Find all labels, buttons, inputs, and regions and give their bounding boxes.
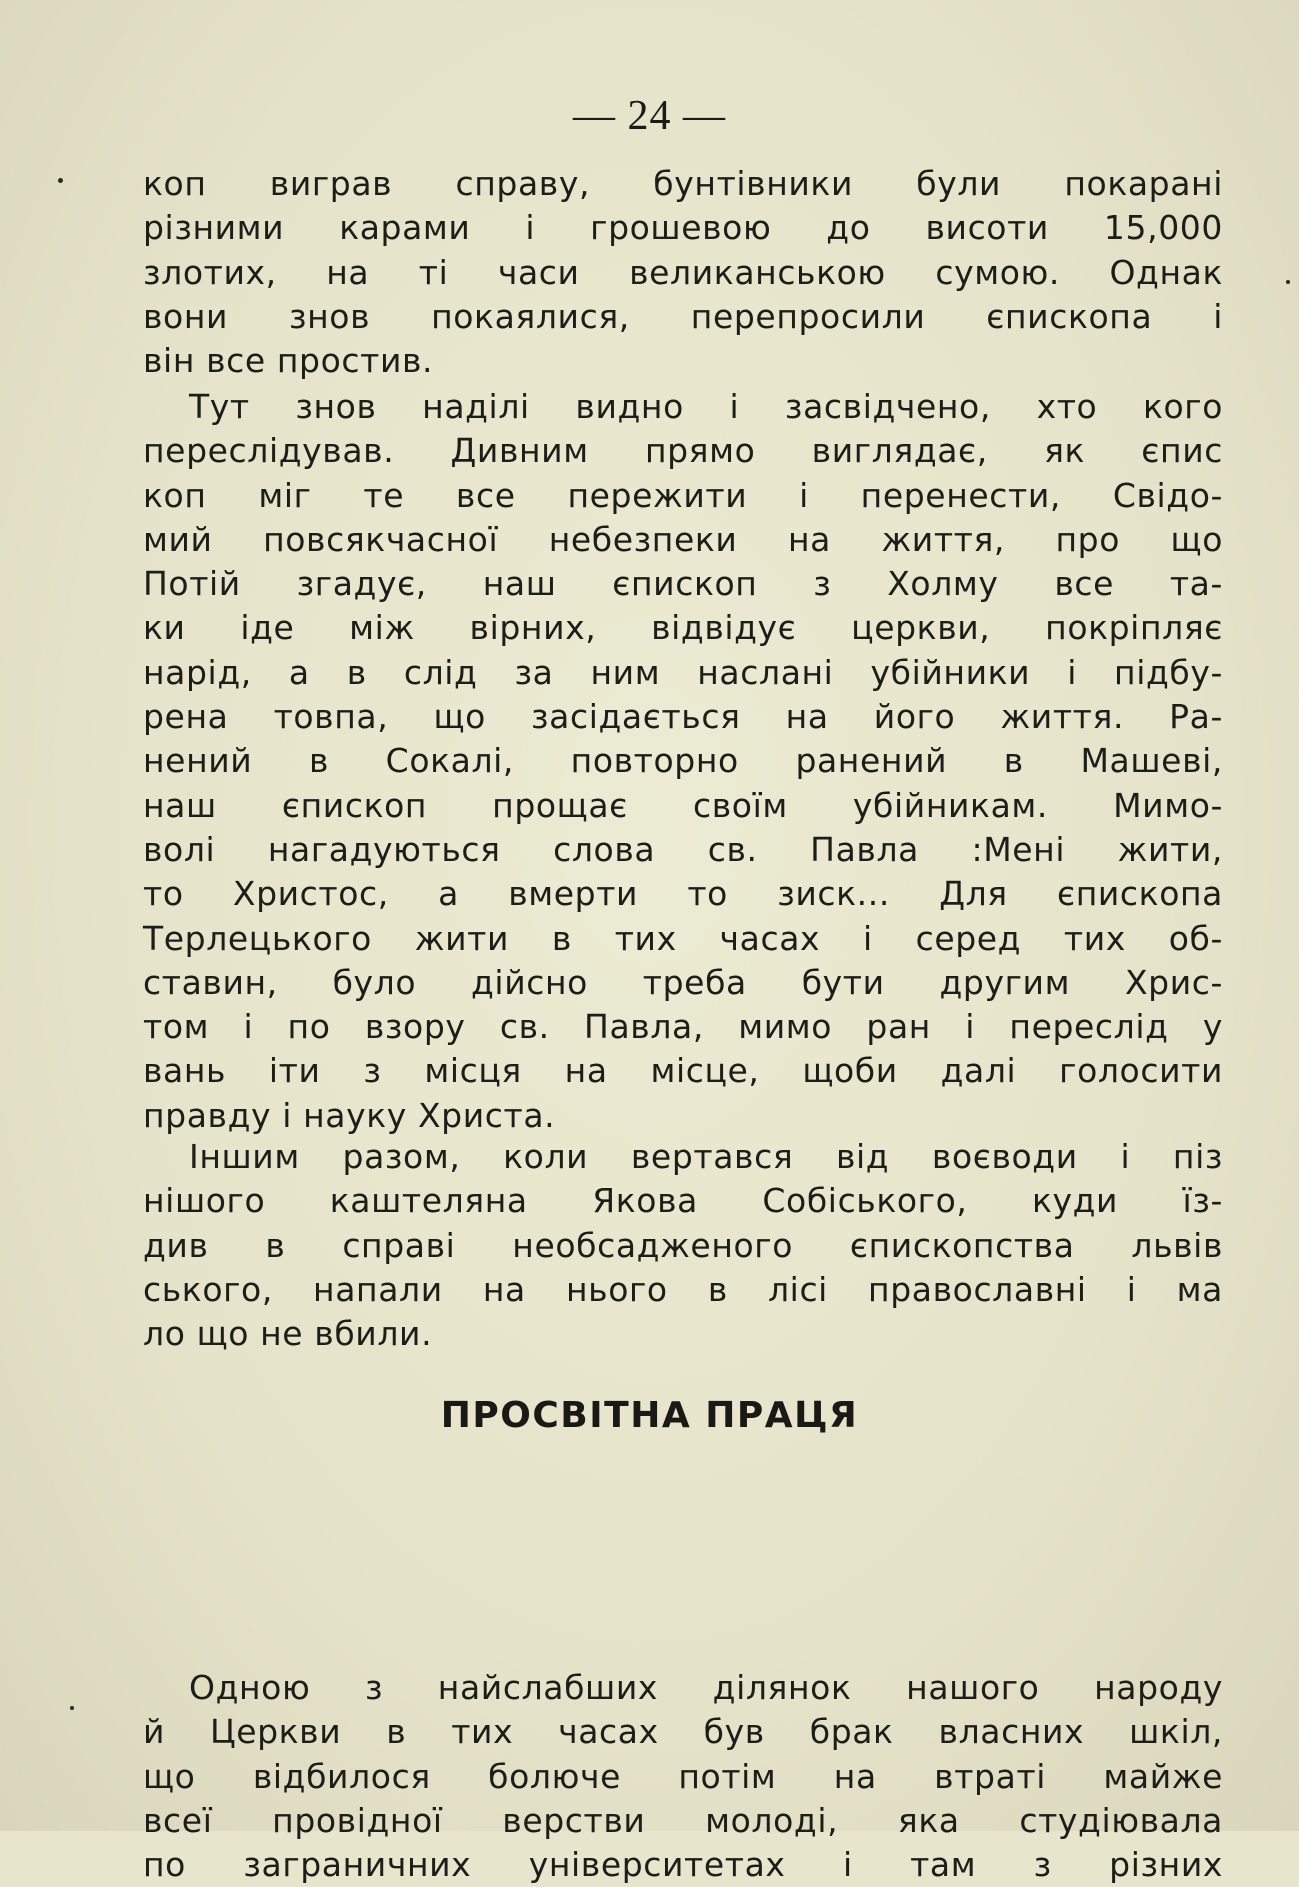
text-line: він все простив. bbox=[143, 341, 434, 381]
text-line: рена товпа, що засідається на його життя. Ра- bbox=[143, 697, 1223, 737]
text-line: нений в Сокалі, повторно ранений в Машеві, bbox=[143, 741, 1223, 781]
text-line: що відбилося болюче потім на втраті майже bbox=[143, 1756, 1223, 1796]
text-line: по заграничних університетах і там з різних bbox=[143, 1845, 1223, 1885]
text-line: й Церкви в тих часах був брак власних шкіл, bbox=[143, 1712, 1223, 1752]
text-line: то Христос, а вмерти то зиск... Для єпископа bbox=[143, 874, 1223, 914]
text-line: Потій згадує, наш єпископ з Холму все та- bbox=[143, 564, 1223, 604]
text-line: том і по взору св. Павла, мимо ран і переслід у bbox=[143, 1007, 1223, 1047]
text-line: коп виграв справу, бунтівники були покарані bbox=[143, 164, 1223, 203]
text-line: ло що не вбили. bbox=[143, 1314, 433, 1354]
text-line: Одною з найслабших ділянок нашого народу bbox=[189, 1668, 1223, 1707]
text-line: Тут знов наділі видно і засвідчено, хто кого bbox=[189, 387, 1223, 426]
text-line: ки іде між вірних, відвідує церкви, покріпляє bbox=[143, 608, 1223, 648]
section-heading: ПРОСВІТНА ПРАЦЯ bbox=[440, 1395, 859, 1436]
paper-speck bbox=[58, 178, 63, 183]
text-line: нішого каштеляна Якова Собіського, куди їз- bbox=[143, 1181, 1223, 1221]
text-line: мий повсякчасної небезпеки на життя, про що bbox=[143, 519, 1223, 559]
text-line: правду і науку Христа. bbox=[143, 1095, 556, 1135]
text-line: Терлецького жити в тих часах і серед тих об- bbox=[143, 918, 1223, 958]
paper-speck bbox=[70, 1706, 74, 1710]
paragraph bbox=[143, 1135, 1223, 1356]
page-number: — 24 — bbox=[573, 93, 726, 139]
text-line: волі нагадуються слова св. Павла :Мені жити, bbox=[143, 829, 1223, 869]
text-line: Іншим разом, коли вертався від воєводи і піз bbox=[189, 1137, 1223, 1176]
paragraph bbox=[143, 385, 1223, 1138]
text-line: ставин, було дійсно треба бути другим Хрис- bbox=[143, 962, 1223, 1002]
text-line: вань іти з місця на місце, щоби далі голосити bbox=[143, 1051, 1223, 1091]
text-line: ського, напали на нього в лісі православні і ма bbox=[143, 1269, 1223, 1309]
text-line: всеї провідної верстви молоді, яка студіювала bbox=[143, 1800, 1223, 1840]
text-line: вони знов покаялися, перепросили єпископа і bbox=[143, 296, 1223, 336]
paper-speck bbox=[1286, 280, 1290, 284]
text-line: наш єпископ прощає своїм убійникам. Мимо- bbox=[143, 785, 1223, 825]
text-line: злотих, на ті часи великанською сумою. Однак bbox=[143, 252, 1223, 292]
text-line: переслідував. Дивним прямо виглядає, як єпис bbox=[143, 431, 1223, 471]
paragraph bbox=[143, 162, 1223, 383]
text-line: нарід, а в слід за ним наслані убійники і підбу- bbox=[143, 652, 1223, 692]
text-line: див в справі необсадженого єпископства львів bbox=[143, 1225, 1223, 1265]
paragraph bbox=[143, 1666, 1223, 1887]
text-line: різними карами і грошевою до висоти 15,000 bbox=[143, 208, 1223, 248]
text-line: коп міг те все пережити і перенести, Свідо- bbox=[143, 475, 1223, 515]
